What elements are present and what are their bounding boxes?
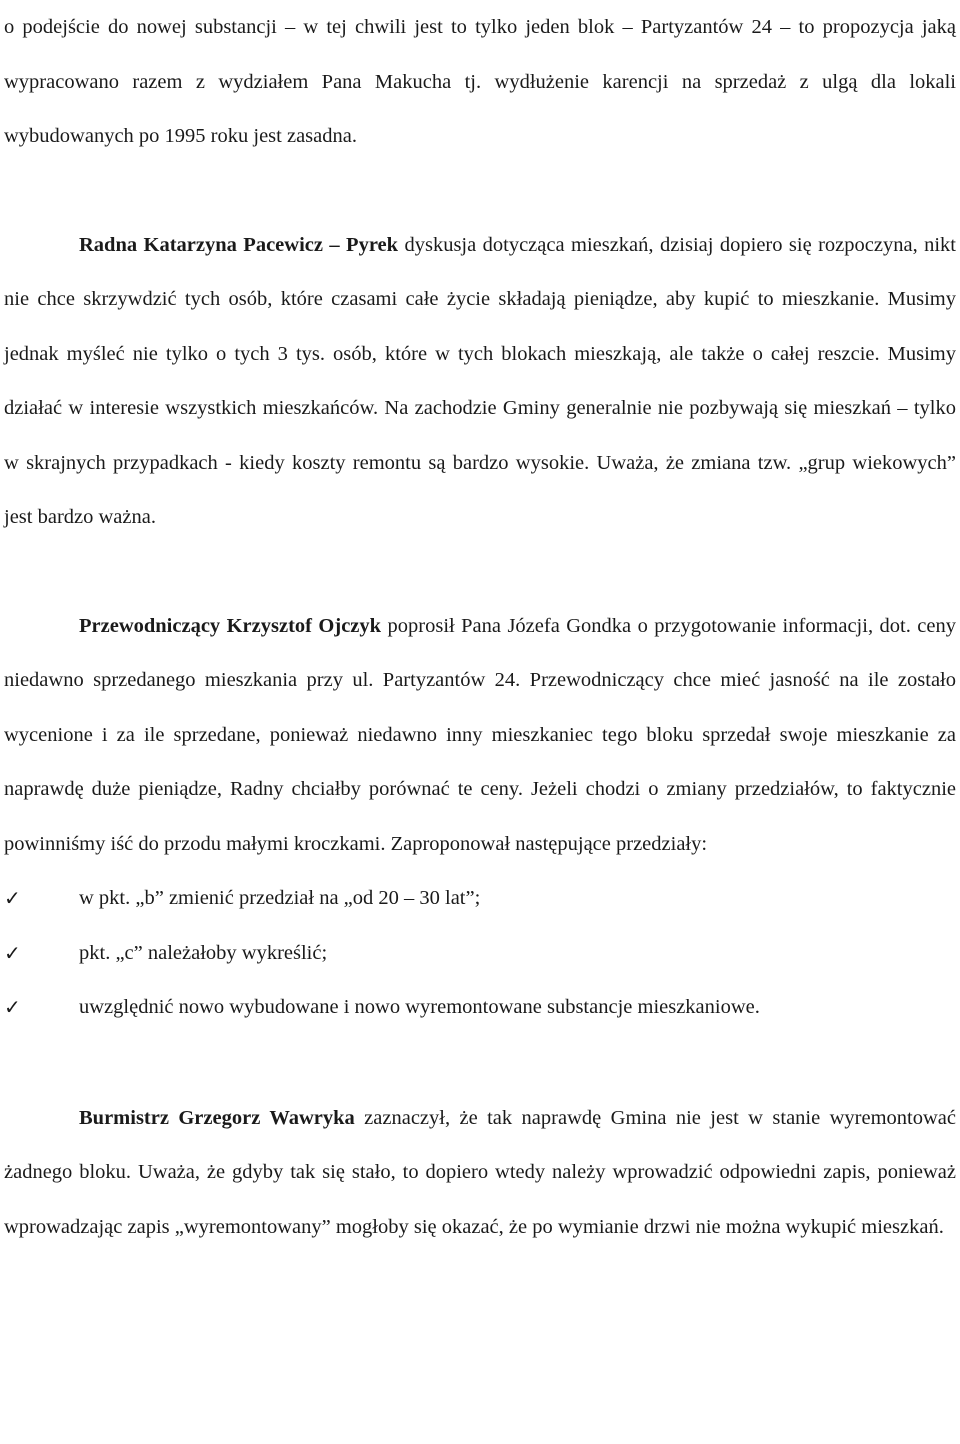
list-item <box>4 871 956 926</box>
list-item <box>4 980 956 1035</box>
paragraph-pacewicz-pyrek <box>4 218 956 545</box>
paragraph-wawryka <box>4 1091 956 1255</box>
list-item-text: w pkt. „b” zmienić przedział na „od 20 – 30 lat”; <box>79 887 481 909</box>
paragraph-text: dyskusja dotycząca mieszkań, dzisiaj dopiero się rozpoczyna, nikt nie chce skrzywdzić tych osób, które czasami całe życie składają pieniądze, aby kupić to mieszkanie. Musimy jednak myśleć nie tylko o tych 3 tys. osób, które w tych blokach mieszkają, ale także o całej reszcie. Musimy działać w interesie wszystkich mieszkańców. Na zachodzie Gminy generalnie nie pozbywają się mieszkań – tylko w skrajnych przypadkach - kiedy koszty remontu są bardzo wysokie. Uważa, że zmiana tzw. „grup wiekowych” jest bardzo ważna. <box>4 233 956 528</box>
list-item-text: pkt. „c” należałoby wykreślić; <box>79 941 328 964</box>
speaker-name: Przewodniczący Krzysztof Ojczyk <box>79 614 382 637</box>
paragraph-text: zaznaczył, że tak naprawdę Gmina nie jest w stanie wyremontować żadnego bloku. Uważa, że gdyby tak się stało, to dopiero wtedy należy wprowadzić odpowiedni zapis, ponieważ wprowadzając zapis „wyremontowany” mogłoby się okazać, że po wymianie drzwi nie można wykupić mieszkań. <box>4 1106 956 1238</box>
checkmark-icon: ✓ <box>4 886 21 910</box>
checkmark-icon: ✓ <box>4 940 21 965</box>
list-item-text: uwzględnić nowo wybudowane i nowo wyremontowane substancje mieszkaniowe. <box>79 996 760 1018</box>
speaker-name: Burmistrz Grzegorz Wawryka <box>79 1106 355 1129</box>
checkmark-icon: ✓ <box>4 995 21 1019</box>
speaker-name: Radna Katarzyna Pacewicz – Pyrek <box>79 233 399 256</box>
paragraph-continuation: o podejście do nowej substancji – w tej chwili jest to tylko jeden blok – Partyzantów 24 – to propozycja jaką wypracowano razem z wydziałem Pana Makucha tj. wydłużenie karencji na sprzedaż z ulgą dla lokali wybudowanych po 1995 roku jest zasadna. <box>4 16 956 147</box>
paragraph-text: poprosił Pana Józefa Gondka o przygotowanie informacji, dot. ceny niedawno sprzedanego mieszkania przy ul. Partyzantów 24. Przewodniczący chce mieć jasność na ile zostało wycenione i za ile sprzedane, ponieważ niedawno inny mieszkaniec tego bloku sprzedał swoje mieszkanie za naprawdę duże pieniądze, Radny chciałby porównać te ceny. Jeżeli chodzi o zmiany przedziałów, to faktycznie powinniśmy iść do przodu małymi kroczkami. Zaproponował następujące przedziały: <box>4 614 956 855</box>
list-item <box>4 926 956 981</box>
paragraph-ojczyk <box>4 599 956 872</box>
document-page <box>4 0 956 1254</box>
checklist <box>4 871 956 1035</box>
